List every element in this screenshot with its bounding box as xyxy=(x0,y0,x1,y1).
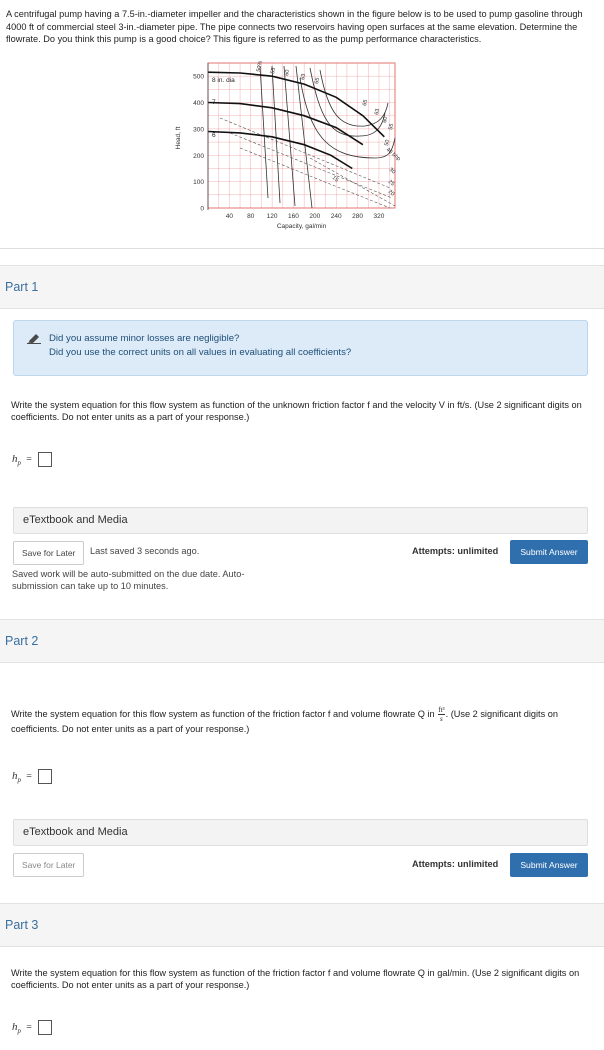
efficiency-contour xyxy=(260,66,268,198)
problem-statement: A centrifugal pump having a 7.5-in.-diameter impeller and the characteristics shown in the figure below is to be used to pump gasoline through 4000 ft of commercial steel 3-in.-diameter pipe. The pipe connects two reservoirs having open surfaces at the same elevation. Determine the flowrate. Do you think this pump is a good choice? This figure is referred to as the pump performance characteristics. xyxy=(6,9,583,45)
hint-line: Did you use the correct units on all values in evaluating all coefficients? xyxy=(49,347,352,358)
etextbook-and-media[interactable] xyxy=(13,507,588,534)
submit-answer-button[interactable]: Submit Answer xyxy=(510,853,588,877)
part-3-answer-row: $h_p$ = xyxy=(12,1020,52,1035)
attempts-label: Attempts: unlimited xyxy=(412,546,499,556)
efficiency-label: 55 xyxy=(270,67,278,75)
x-tick-label: 80 xyxy=(247,213,255,220)
etextbook-label: eTextbook and Media xyxy=(23,826,128,838)
x-tick-label: 200 xyxy=(309,213,321,220)
efficiency-curves xyxy=(260,66,395,208)
efficiency-label: 50 xyxy=(384,139,392,147)
y-tick-label: 0 xyxy=(200,205,204,213)
x-axis-label: Capacity, gal/min xyxy=(276,223,327,230)
diameter-label: 6 xyxy=(212,132,216,139)
efficiency-label: 65 xyxy=(362,99,370,107)
submit-answer-button[interactable]: Submit Answer xyxy=(510,540,588,564)
auto-submit-note: Saved work will be auto-submitted on the due date. Auto-submission can take up to 10 minutes. xyxy=(12,569,245,591)
y-tick-label: 500 xyxy=(193,73,204,81)
chart-labels xyxy=(175,60,401,230)
power-curve xyxy=(230,133,392,198)
part-2-question: Write the system equation for this flow system as function of the friction factor f and volume flowrate Q in $\frac{\text{ft³}}{s}$ . (Use 2 significant digits on coefficients. Do not enter units as a part of your response.) xyxy=(11,706,558,734)
hint-box xyxy=(13,320,588,376)
head-curve xyxy=(208,103,363,145)
etextbook-and-media[interactable] xyxy=(13,819,588,846)
part-3-answer-input[interactable] xyxy=(38,1020,52,1035)
save-for-later-button[interactable]: Save for Later xyxy=(13,853,84,877)
efficiency-contour xyxy=(272,66,280,203)
power-curve xyxy=(220,118,390,188)
efficiency-label: 55 xyxy=(388,123,396,131)
part-1-answer-row: $h_p$ = xyxy=(12,452,52,467)
pump-performance-chart xyxy=(160,58,440,238)
y-tick-label: 100 xyxy=(193,179,204,187)
part-2-title: Part 2 xyxy=(5,634,39,648)
x-tick-label: 160 xyxy=(288,213,299,220)
part-1-answer-input[interactable] xyxy=(38,452,52,467)
diameter-label: 8 in. dia xyxy=(212,77,235,84)
chart-svg xyxy=(160,58,440,238)
part-3-header xyxy=(0,903,604,947)
pencil-icon xyxy=(27,331,41,349)
power-curves xyxy=(220,118,395,208)
x-tick-label: 120 xyxy=(266,213,278,220)
y-axis-label: Head, ft xyxy=(175,126,182,150)
divider xyxy=(0,248,604,249)
hint-line: Did you assume minor losses are negligible? xyxy=(49,333,240,344)
x-tick-label: 320 xyxy=(373,213,385,220)
etextbook-label: eTextbook and Media xyxy=(23,514,128,526)
part-3-title: Part 3 xyxy=(5,918,39,932)
part-3-question: Write the system equation for this flow system as function of the friction factor f and volume flowrate Q in gal/min. (Use 2 significant digits on coefficients. Do not enter units as a part of your response.) xyxy=(11,968,580,990)
part-1-title: Part 1 xyxy=(5,280,39,294)
efficiency-label: 50% xyxy=(256,60,264,73)
diameter-label: 7 xyxy=(212,99,216,106)
power-label: 40 bhp xyxy=(384,146,402,163)
x-tick-label: 40 xyxy=(225,213,233,220)
efficiency-label: 60 xyxy=(284,69,292,77)
y-tick-label: 400 xyxy=(193,100,204,108)
x-tick-label: 240 xyxy=(330,213,342,220)
part-2-header xyxy=(0,619,604,663)
y-tick-label: 200 xyxy=(193,152,204,160)
efficiency-contour xyxy=(300,78,395,158)
efficiency-label: 65 xyxy=(314,77,322,85)
efficiency-contour xyxy=(320,70,388,126)
part-2-answer-row: $h_p$ = xyxy=(12,769,52,784)
x-tick-label: 280 xyxy=(352,213,364,220)
efficiency-label: 63 xyxy=(374,108,382,116)
head-curve xyxy=(208,132,352,169)
part-2-answer-input[interactable] xyxy=(38,769,52,784)
answer-symbol: $h_p$ xyxy=(12,1021,21,1036)
save-for-later-button[interactable]: Save for Later xyxy=(13,541,84,565)
power-label: 20 xyxy=(386,188,396,198)
attempts-label: Attempts: unlimited xyxy=(412,859,499,869)
power-label: 15 xyxy=(330,174,340,184)
answer-symbol: $h_p$ xyxy=(12,770,21,785)
part-1-header xyxy=(0,265,604,309)
part-1-question: Write the system equation for this flow system as function of the unknown friction factor f and the velocity V in ft/s. (Use 2 significant digits on coefficients. Do not enter units as a part of your response.) xyxy=(11,400,582,422)
y-tick-label: 300 xyxy=(193,126,204,134)
power-label: 30 xyxy=(387,166,397,176)
unit-fraction: $\frac{\text{ft³}}{s}$ xyxy=(438,706,445,723)
answer-symbol: $h_p$ xyxy=(12,453,21,468)
power-label: 25 xyxy=(386,178,396,188)
efficiency-label: 63 xyxy=(300,73,308,81)
head-curves xyxy=(208,72,384,168)
efficiency-label: 60 xyxy=(382,116,390,124)
last-saved-text: Last saved 3 seconds ago. xyxy=(90,546,200,556)
